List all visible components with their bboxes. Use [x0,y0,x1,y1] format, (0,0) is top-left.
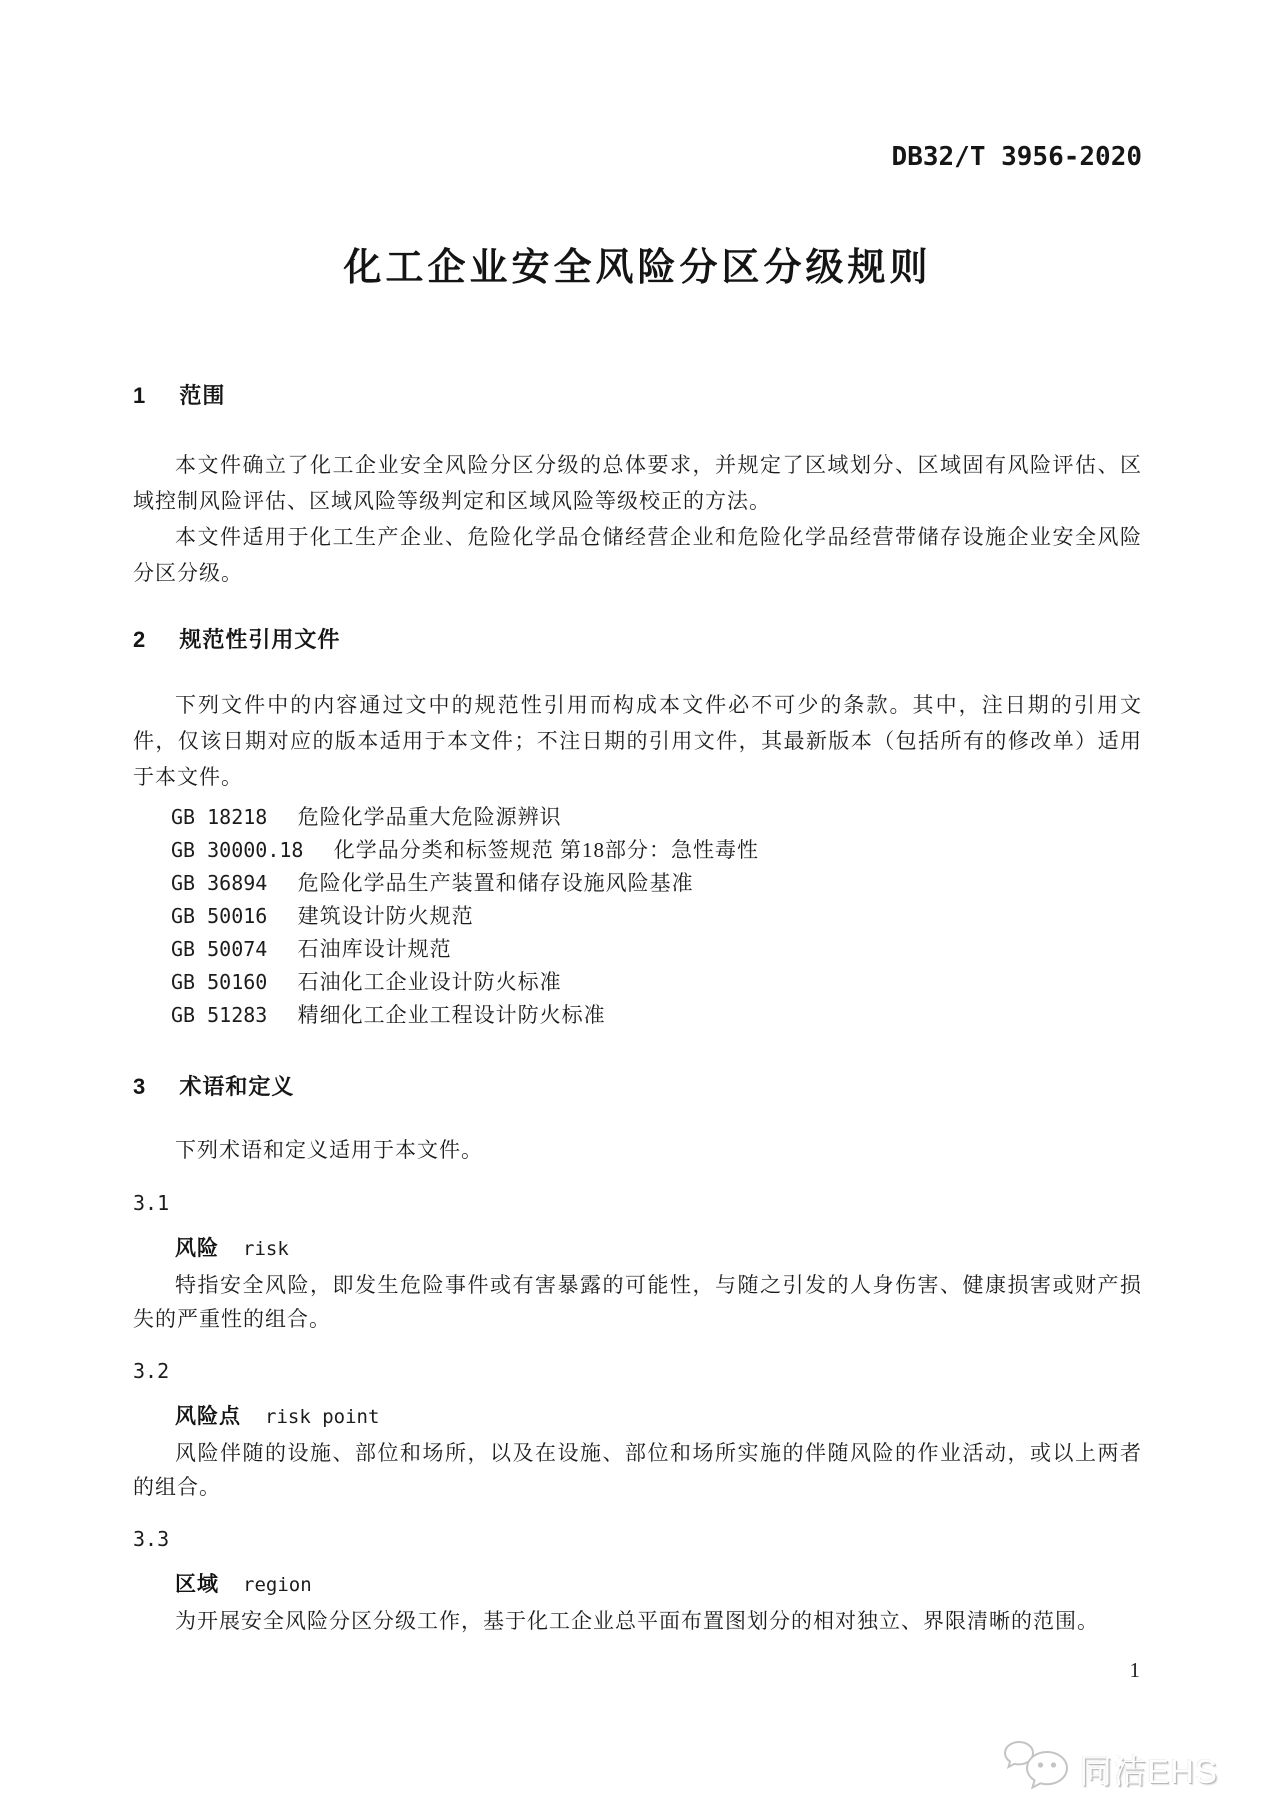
reference-item [171,999,1142,1032]
term-zh: 风险 [175,1237,219,1260]
term-zh: 风险点 [175,1405,241,1428]
term-en: region [243,1574,312,1596]
term-entry [133,1400,1142,1436]
section-2-label: 规范性引用文件 [179,627,341,652]
section-1-number: 1 [133,383,146,408]
term-definition: 风险伴随的设施、部位和场所，以及在设施、部位和场所实施的伴随风险的作业活动，或以上两者的组合。 [133,1441,1142,1499]
term-entry [133,1568,1142,1604]
reference-code: GB 51283 [171,1003,268,1027]
watermark-label: 同洁EHS [1079,1753,1218,1790]
reference-title: 石油化工企业设计防火标准 [297,970,562,994]
term-entry [133,1232,1142,1268]
reference-code: GB 50016 [171,904,268,928]
clause-number-3-1: 3.1 [133,1191,170,1215]
references-list [133,801,1142,1032]
reference-code: GB 50160 [171,970,268,994]
reference-code: GB 30000.18 [171,838,304,862]
terms-intro: 下列术语和定义适用于本文件。 [175,1138,483,1162]
term-definition: 特指安全风险，即发生危险事件或有害暴露的可能性，与随之引发的人身伤害、健康损害或财产损失的严重性的组合。 [133,1273,1142,1331]
document-title: 化工企业安全风险分区分级规则 [343,247,932,289]
reference-title: 危险化学品生产装置和储存设施风险基准 [297,871,694,895]
reference-title: 化学品分类和标签规范 第18部分：急性毒性 [333,838,759,862]
section-1-heading [133,381,1142,411]
reference-title: 建筑设计防火规范 [297,904,474,928]
reference-title: 石油库设计规范 [297,937,452,961]
section-3-number: 3 [133,1074,146,1099]
standard-number: DB32/T 3956-2020 [891,142,1142,172]
reference-code: GB 50074 [171,937,268,961]
reference-item [171,900,1142,933]
section-2-number: 2 [133,627,146,652]
scope-paragraph-1: 本文件确立了化工企业安全风险分区分级的总体要求，并规定了区域划分、区域固有风险评估、区域控制风险评估、区域风险等级判定和区域风险等级校正的方法。 [133,453,1142,513]
term-definition: 为开展安全风险分区分级工作，基于化工企业总平面布置图划分的相对独立、界限清晰的范围。 [175,1609,1099,1633]
section-3-heading [133,1072,1142,1102]
term-en: risk [243,1238,289,1260]
term-en: risk point [265,1406,380,1428]
page-content [0,142,1280,1638]
section-3-label: 术语和定义 [179,1074,295,1099]
references-intro: 下列文件中的内容通过文中的规范性引用而构成本文件必不可少的条款。其中，注日期的引用文件，仅该日期对应的版本适用于本文件；不注日期的引用文件，其最新版本（包括所有的修改单）适用于本文件。 [133,693,1142,789]
section-1-label: 范围 [179,383,226,408]
term-zh: 区域 [175,1573,219,1596]
reference-item [171,801,1142,834]
reference-code: GB 18218 [171,805,268,829]
reference-code: GB 36894 [171,871,268,895]
reference-title: 危险化学品重大危险源辨识 [297,805,562,829]
reference-item [171,834,1142,867]
section-2-heading [133,625,1142,655]
reference-item [171,966,1142,999]
reference-item [171,867,1142,900]
clause-number-3-2: 3.2 [133,1359,170,1383]
page-number: 1 [1129,1658,1140,1682]
reference-title: 精细化工企业工程设计防火标准 [297,1003,606,1027]
watermark [1003,1738,1218,1801]
reference-item [171,933,1142,966]
clause-number-3-3: 3.3 [133,1527,170,1551]
wechat-icon [1003,1738,1073,1801]
scope-paragraph-2: 本文件适用于化工生产企业、危险化学品仓储经营企业和危险化学品经营带储存设施企业安全风险分区分级。 [133,525,1142,585]
